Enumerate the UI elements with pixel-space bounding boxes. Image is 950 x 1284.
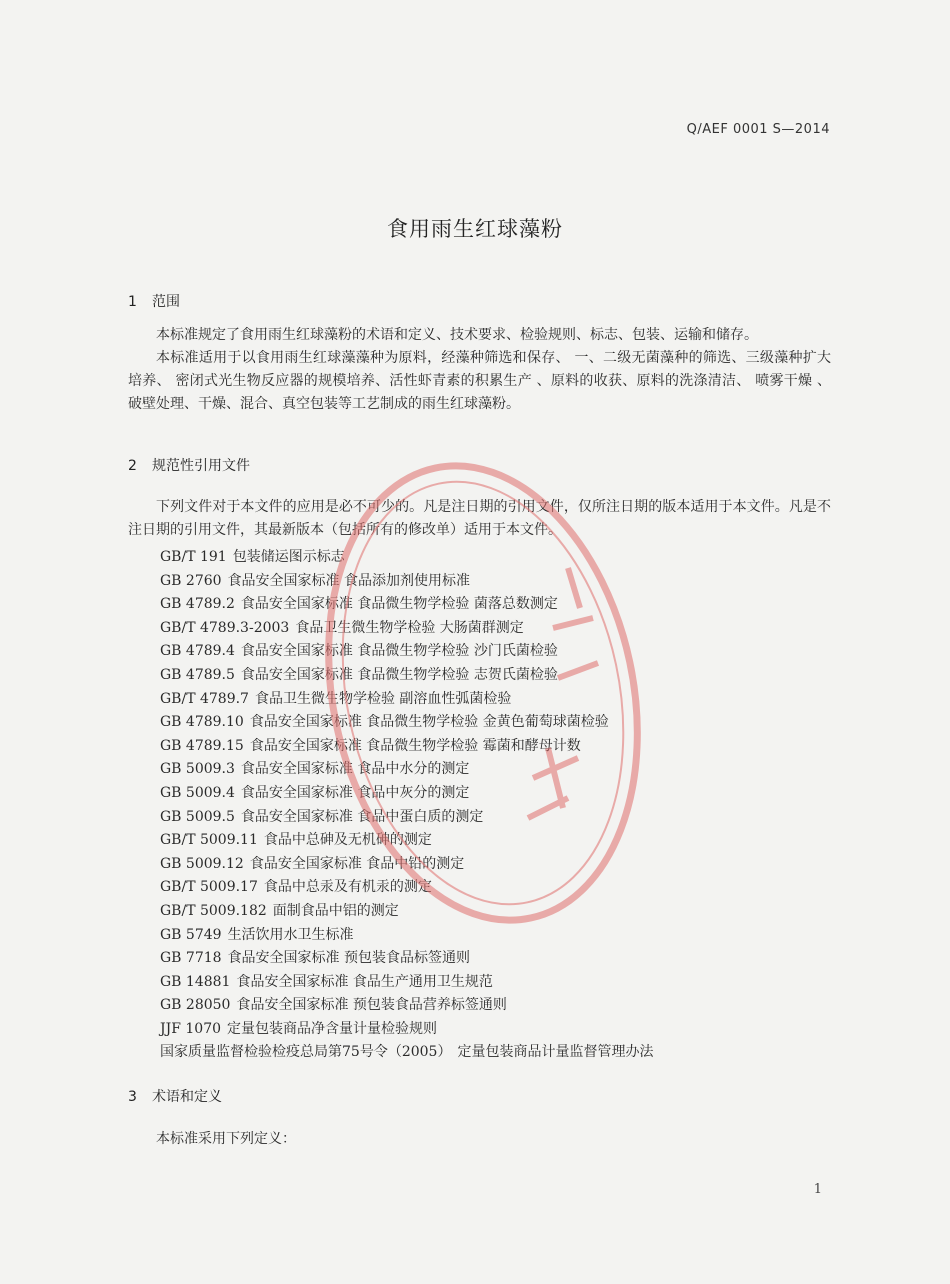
page-number: 1 (813, 1182, 822, 1197)
reference-title: 食品安全国家标准 预包装食品营养标签通则 (236, 997, 507, 1014)
reference-code: GB 4789.15 (160, 737, 244, 754)
reference-title: 定量包装商品净含量计量检验规则 (227, 1020, 438, 1037)
reference-item (160, 900, 840, 924)
reference-item (160, 971, 840, 995)
reference-code: GB/T 4789.7 (160, 690, 249, 707)
reference-list (160, 546, 840, 1065)
reference-item (160, 924, 840, 948)
reference-code: GB 4789.10 (160, 714, 244, 731)
reference-title: 食品安全国家标准 食品生产通用卫生规范 (236, 973, 493, 990)
reference-title: 食品安全国家标准 预包装食品标签通则 (227, 950, 471, 967)
reference-item (160, 711, 840, 735)
reference-code: GB/T 4789.3-2003 (160, 619, 290, 636)
reference-title: 食品安全国家标准 食品中蛋白质的测定 (240, 808, 484, 825)
reference-code: GB 4789.4 (160, 643, 235, 660)
reference-title: 食品中总汞及有机汞的测定 (263, 879, 432, 896)
paragraph: 下列文件对于本文件的应用是必不可少的。凡是注日期的引用文件，仅所注日期的版本适用于本文件。凡是不注日期的引用文件，其最新版本（包括所有的修改单）适用于本文件。 (128, 499, 831, 538)
reference-item (160, 688, 840, 712)
section-title: 范围 (152, 294, 180, 310)
section-2-heading (128, 455, 250, 475)
reference-item (160, 664, 840, 688)
reference-item (160, 640, 840, 664)
reference-code: JJF 1070 (160, 1020, 222, 1037)
reference-item (160, 758, 840, 782)
reference-item (160, 829, 840, 853)
reference-code: GB 5009.3 (160, 761, 235, 778)
reference-title: 食品卫生微生物学检验 大肠菌群测定 (295, 619, 524, 636)
section-3-body (128, 1128, 831, 1151)
paragraph: 本标准适用于以食用雨生红球藻藻种为原料，经藻种筛选和保存、 一、二级无菌藻种的筛选、三级藻种扩大培养、 密闭式光生物反应器的规模培养、活性虾青素的积累生产 、原料的收获、原料的洗涤清洁、 喷雾干燥 、破壁处理、干燥、混合、真空包装等工艺制成的雨生红球藻粉。 (128, 350, 831, 412)
reference-item (160, 546, 840, 570)
reference-item (160, 1041, 840, 1065)
reference-code: GB/T 5009.182 (160, 902, 267, 919)
standard-code: Q/AEF 0001 S—2014 (686, 122, 830, 137)
reference-code: GB/T 191 (160, 549, 227, 565)
document-title: 食用雨生红球藻粉 (387, 217, 563, 241)
reference-title: 食品安全国家标准 食品微生物学检验 金黄色葡萄球菌检验 (249, 714, 609, 731)
reference-item (160, 735, 840, 759)
reference-code: GB/T 5009.11 (160, 832, 258, 849)
reference-title: 定量包装商品计量监督管理办法 (457, 1044, 654, 1061)
reference-code: GB 14881 (160, 973, 231, 990)
reference-item (160, 947, 840, 971)
reference-code: GB 5749 (160, 926, 222, 943)
reference-item (160, 994, 840, 1018)
reference-title: 食品安全国家标准 食品中灰分的测定 (240, 784, 470, 801)
reference-code: GB 5009.4 (160, 784, 235, 801)
reference-title: 食品安全国家标准 食品添加剂使用标准 (227, 572, 471, 589)
reference-title: 食品卫生微生物学检验 副溶血性弧菌检验 (254, 690, 512, 707)
reference-title: 生活饮用水卫生标准 (227, 926, 354, 943)
section-1-body (128, 324, 831, 416)
reference-code: GB 4789.2 (160, 596, 235, 613)
reference-title: 食品中总砷及无机砷的测定 (263, 832, 432, 849)
reference-item (160, 806, 840, 830)
section-3-heading (128, 1086, 222, 1106)
reference-item (160, 593, 840, 617)
reference-code: GB 5009.5 (160, 808, 235, 825)
section-number: 3 (128, 1089, 137, 1105)
reference-title: 包装储运图示标志 (232, 549, 345, 565)
section-number: 1 (128, 294, 137, 310)
reference-item (160, 570, 840, 594)
paragraph: 本标准采用下列定义： (156, 1131, 296, 1147)
reference-code: GB 28050 (160, 997, 231, 1014)
section-1-heading (128, 291, 180, 311)
reference-item (160, 853, 840, 877)
reference-code: GB 4789.5 (160, 666, 235, 683)
reference-title: 食品安全国家标准 食品中铅的测定 (249, 855, 465, 872)
reference-title: 食品安全国家标准 食品中水分的测定 (240, 761, 470, 778)
reference-item (160, 617, 840, 641)
reference-item (160, 782, 840, 806)
reference-item (160, 876, 840, 900)
section-title: 术语和定义 (152, 1089, 222, 1105)
reference-title: 食品安全国家标准 食品微生物学检验 菌落总数测定 (240, 596, 558, 613)
reference-code: GB/T 5009.17 (160, 879, 258, 896)
section-2-body (128, 496, 831, 542)
reference-code: 国家质量监督检验检疫总局第75号令（2005） (160, 1044, 452, 1061)
reference-title: 食品安全国家标准 食品微生物学检验 霉菌和酵母计数 (249, 737, 581, 754)
reference-item (160, 1018, 840, 1042)
reference-title: 面制食品中铝的测定 (272, 902, 399, 919)
reference-title: 食品安全国家标准 食品微生物学检验 沙门氏菌检验 (240, 643, 558, 660)
reference-code: GB 2760 (160, 572, 222, 589)
reference-code: GB 7718 (160, 950, 222, 967)
reference-title: 食品安全国家标准 食品微生物学检验 志贺氏菌检验 (240, 666, 558, 683)
section-number: 2 (128, 458, 137, 474)
section-title: 规范性引用文件 (152, 458, 250, 474)
reference-code: GB 5009.12 (160, 855, 244, 872)
paragraph: 本标准规定了食用雨生红球藻粉的术语和定义、技术要求、检验规则、标志、包装、运输和储存。 (156, 327, 758, 343)
